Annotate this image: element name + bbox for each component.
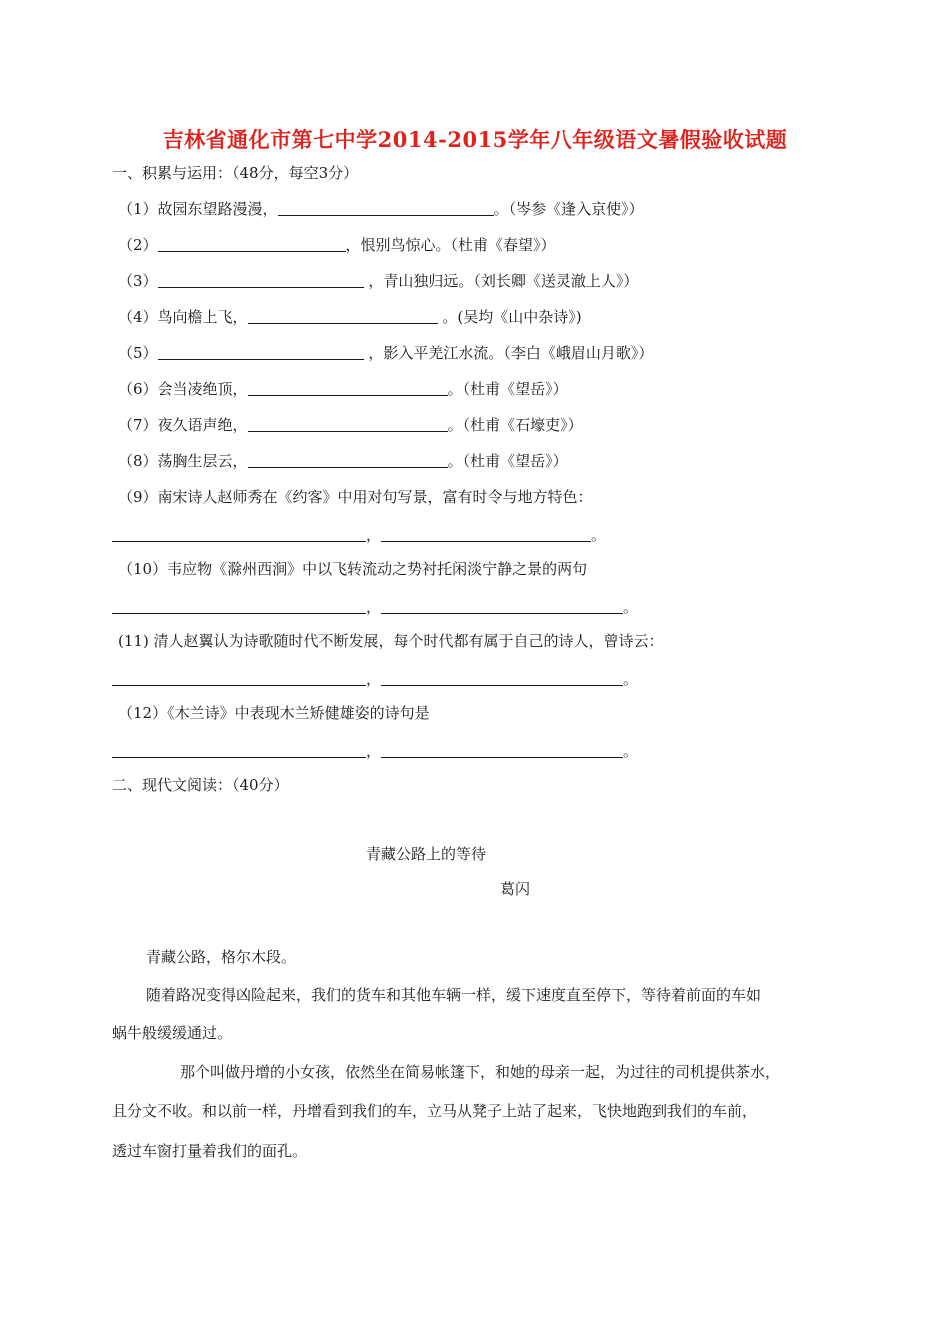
question-9-answer-line bbox=[112, 524, 606, 546]
question-4-source: 。(吴均《山中杂诗》) bbox=[442, 308, 582, 326]
answer-blank-4[interactable] bbox=[248, 307, 438, 324]
question-8 bbox=[118, 450, 568, 472]
question-10-comma: ， bbox=[366, 598, 382, 616]
answer-blank-3[interactable] bbox=[158, 271, 364, 288]
question-7-source: 。（杜甫《石壕吏》） bbox=[447, 416, 583, 434]
question-9-prompt: （9）南宋诗人赵师秀在《约客》中用对句写景，富有时令与地方特色： bbox=[118, 488, 593, 506]
question-1-prompt: 故园东望路漫漫， bbox=[157, 200, 278, 218]
question-6-source: 。（杜甫《望岳》） bbox=[447, 380, 568, 398]
question-5 bbox=[118, 342, 653, 364]
article-paragraph-2-line-1: 随着路况变得凶险起来，我们的货车和其他车辆一样，缓下速度直至停下，等待着前面的车如 bbox=[146, 986, 762, 1004]
question-9-period: 。 bbox=[591, 526, 607, 544]
question-8-source: 。（杜甫《望岳》） bbox=[447, 452, 568, 470]
answer-blank-11b[interactable] bbox=[381, 669, 623, 686]
question-3 bbox=[118, 270, 638, 292]
question-4 bbox=[118, 306, 582, 328]
question-3-number: （3） bbox=[118, 272, 158, 290]
question-9-comma: ， bbox=[366, 526, 382, 544]
article-paragraph-3-line-3: 透过车窗打量着我们的面孔。 bbox=[112, 1142, 308, 1160]
answer-blank-12a[interactable] bbox=[112, 741, 366, 758]
question-12-answer-line bbox=[112, 740, 638, 762]
question-10-prompt: （10）韦应物《滁州西涧》中以飞转流动之势衬托闲淡宁静之景的两句 bbox=[118, 560, 588, 578]
answer-blank-9a[interactable] bbox=[112, 525, 366, 542]
question-3-source: ，青山独归远。（刘长卿《送灵澈上人》） bbox=[368, 272, 639, 290]
article-paragraph-3-line-2: 且分文不收。和以前一样，丹增看到我们的车，立马从凳子上站了起来，飞快地跑到我们的车前， bbox=[112, 1102, 758, 1120]
question-8-number: （8） bbox=[118, 452, 158, 470]
question-5-number: （5） bbox=[118, 344, 158, 362]
answer-blank-9b[interactable] bbox=[381, 525, 591, 542]
article-paragraph-2-line-2: 蜗牛般缓缓通过。 bbox=[112, 1024, 233, 1042]
question-6-number: （6） bbox=[118, 380, 158, 398]
answer-blank-10a[interactable] bbox=[112, 597, 366, 614]
answer-blank-2[interactable] bbox=[158, 235, 346, 252]
question-2-number: （2） bbox=[118, 236, 158, 254]
question-1-number: （1） bbox=[118, 200, 158, 218]
article-paragraph-1: 青藏公路，格尔木段。 bbox=[146, 948, 297, 966]
question-1 bbox=[118, 198, 644, 220]
question-2-source: ，恨别鸟惊心。（杜甫《春望》） bbox=[345, 236, 556, 254]
question-12-prompt: （12）《木兰诗》中表现木兰矫健雄姿的诗句是 bbox=[118, 704, 430, 722]
question-6-prompt: 会当凌绝顶， bbox=[157, 380, 248, 398]
question-6 bbox=[118, 378, 568, 400]
article-paragraph-3-line-1: 那个叫做丹增的小女孩，依然坐在简易帐篷下，和她的母亲一起，为过往的司机提供茶水， bbox=[180, 1063, 781, 1081]
answer-blank-10b[interactable] bbox=[381, 597, 623, 614]
question-12-period: 。 bbox=[623, 742, 639, 760]
question-7 bbox=[118, 414, 583, 436]
section-two-heading: 二、现代文阅读：（40分） bbox=[112, 776, 289, 794]
question-8-prompt: 荡胸生层云， bbox=[157, 452, 248, 470]
question-11-prompt: (11) 清人赵翼认为诗歌随时代不断发展，每个时代都有属于自己的诗人，曾诗云： bbox=[118, 632, 664, 650]
question-4-number: （4） bbox=[118, 308, 158, 326]
answer-blank-5[interactable] bbox=[158, 343, 364, 360]
answer-blank-11a[interactable] bbox=[112, 669, 366, 686]
exam-title: 吉林省通化市第七中学2014-2015学年八年级语文暑假验收试题 bbox=[162, 127, 788, 152]
answer-blank-12b[interactable] bbox=[381, 741, 623, 758]
question-7-prompt: 夜久语声绝， bbox=[157, 416, 248, 434]
section-one-heading: 一、积累与运用：（48分，每空3分） bbox=[112, 164, 359, 182]
article-author: 葛闪 bbox=[500, 880, 531, 898]
question-11-answer-line bbox=[112, 668, 638, 690]
question-7-number: （7） bbox=[118, 416, 158, 434]
question-11-period: 。 bbox=[623, 670, 639, 688]
article-title: 青藏公路上的等待 bbox=[366, 845, 487, 863]
answer-blank-6[interactable] bbox=[248, 379, 448, 396]
question-11-comma: ， bbox=[366, 670, 382, 688]
question-5-source: ，影入平羌江水流。（李白《峨眉山月歌》） bbox=[368, 344, 654, 362]
question-1-source: 。（岑参《逢入京使》） bbox=[493, 200, 644, 218]
question-10-answer-line bbox=[112, 596, 638, 618]
question-10-period: 。 bbox=[623, 598, 639, 616]
answer-blank-1[interactable] bbox=[278, 199, 494, 216]
question-12-comma: ， bbox=[366, 742, 382, 760]
answer-blank-7[interactable] bbox=[248, 415, 448, 432]
question-4-prompt: 鸟向檐上飞， bbox=[157, 308, 248, 326]
question-2 bbox=[118, 234, 556, 256]
answer-blank-8[interactable] bbox=[248, 451, 448, 468]
